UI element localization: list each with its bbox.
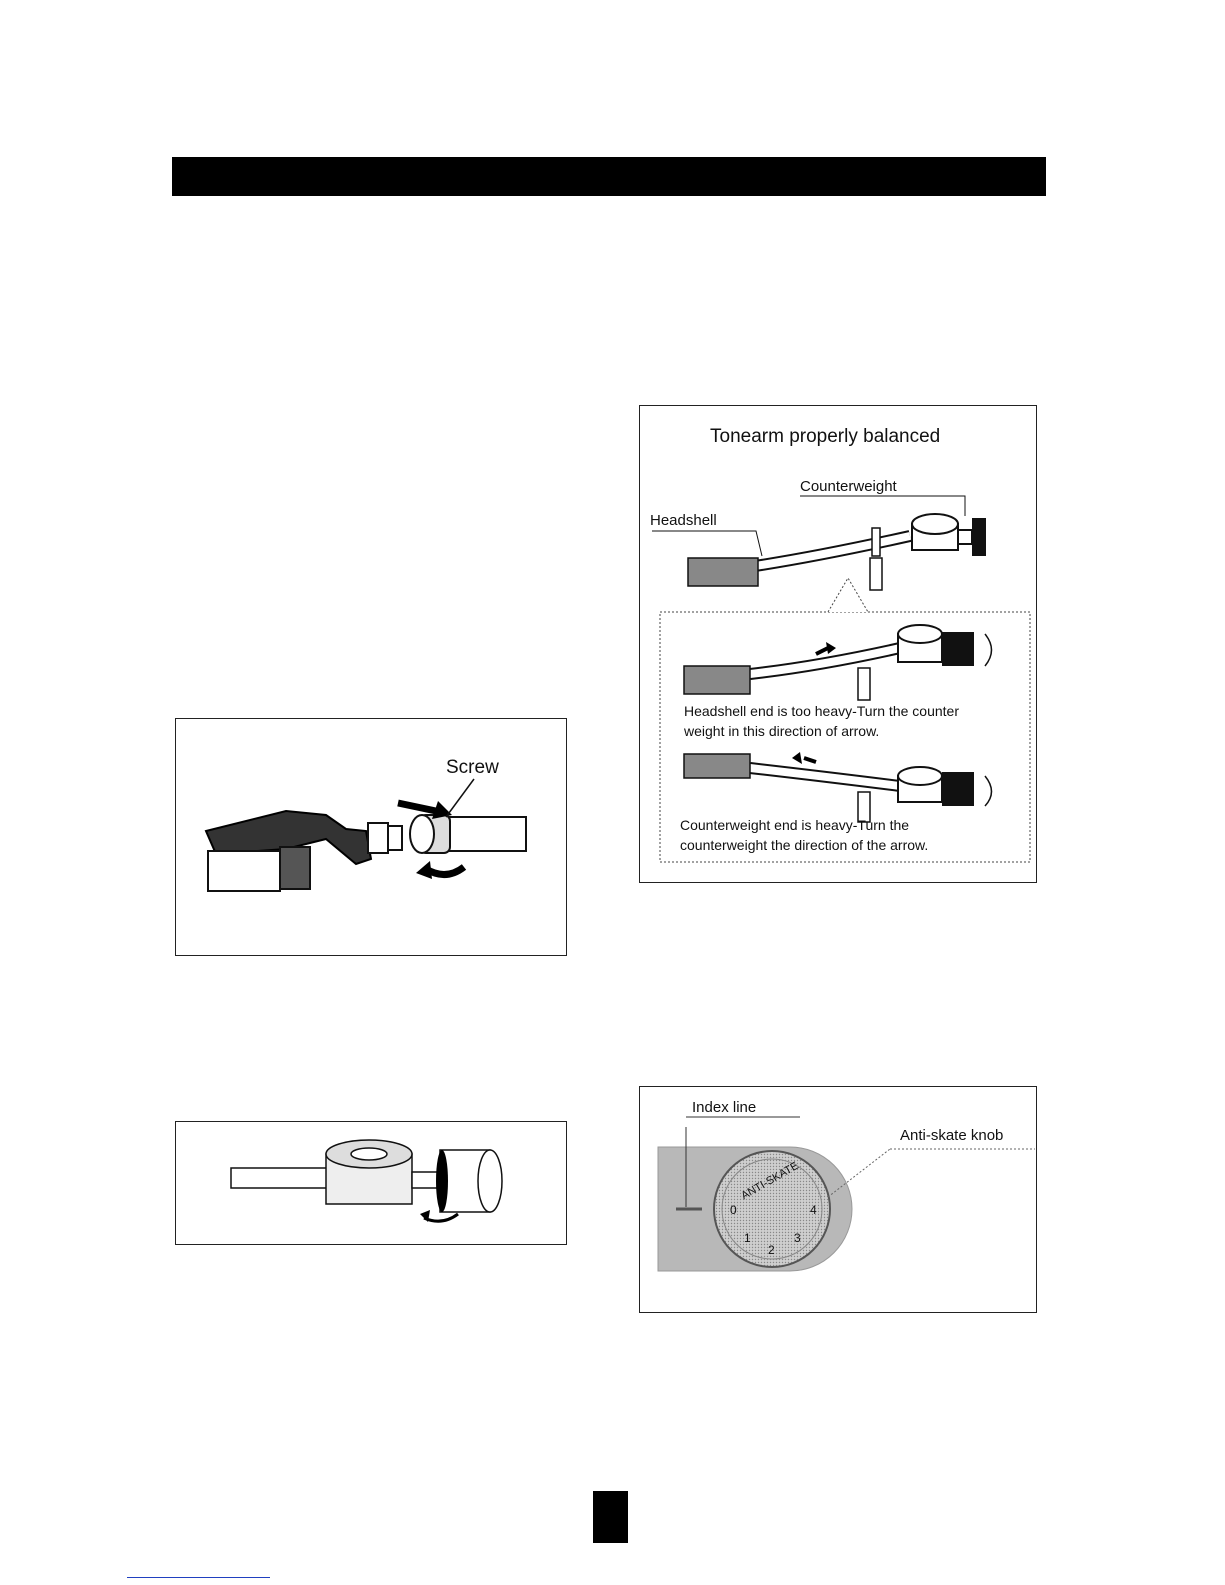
caption-counter-heavy-2: counterweight the direction of the arrow. [680, 837, 929, 853]
dial-scale-2: 2 [768, 1243, 775, 1257]
headshell-screw-illustration [176, 719, 568, 957]
counterweight-label: Counterweight [800, 478, 897, 495]
dial-scale-1: 1 [744, 1231, 751, 1245]
footer-link-line [127, 1577, 270, 1578]
caption-counter-heavy-1: Counterweight end is heavy-Turn the [680, 817, 910, 833]
section-header-bar [172, 157, 1046, 196]
headshell-label: Headshell [650, 512, 717, 529]
caption-headshell-heavy-1: Headshell end is too heavy-Turn the counter [684, 703, 959, 719]
balance-title: Tonearm properly balanced [710, 426, 941, 447]
dial-scale-3: 3 [794, 1231, 801, 1245]
figure-tonearm-balance [639, 405, 1037, 883]
counterweight-illustration [176, 1122, 568, 1246]
caption-headshell-heavy-2: weight in this direction of arrow. [684, 723, 880, 739]
dial-scale-4: 4 [810, 1203, 817, 1217]
dial-text: ANTI-SKATE [739, 1159, 801, 1203]
figure-headshell-screw [175, 718, 567, 956]
figure-counterweight [175, 1121, 567, 1245]
screw-label: Screw [446, 757, 499, 778]
figure-anti-skate [639, 1086, 1037, 1313]
page-number-block [593, 1491, 628, 1543]
anti-skate-knob-label: Anti-skate knob [900, 1127, 1004, 1144]
dial-scale-0: 0 [730, 1203, 737, 1217]
anti-skate-illustration [640, 1087, 1038, 1314]
index-line-label: Index line [692, 1099, 757, 1116]
